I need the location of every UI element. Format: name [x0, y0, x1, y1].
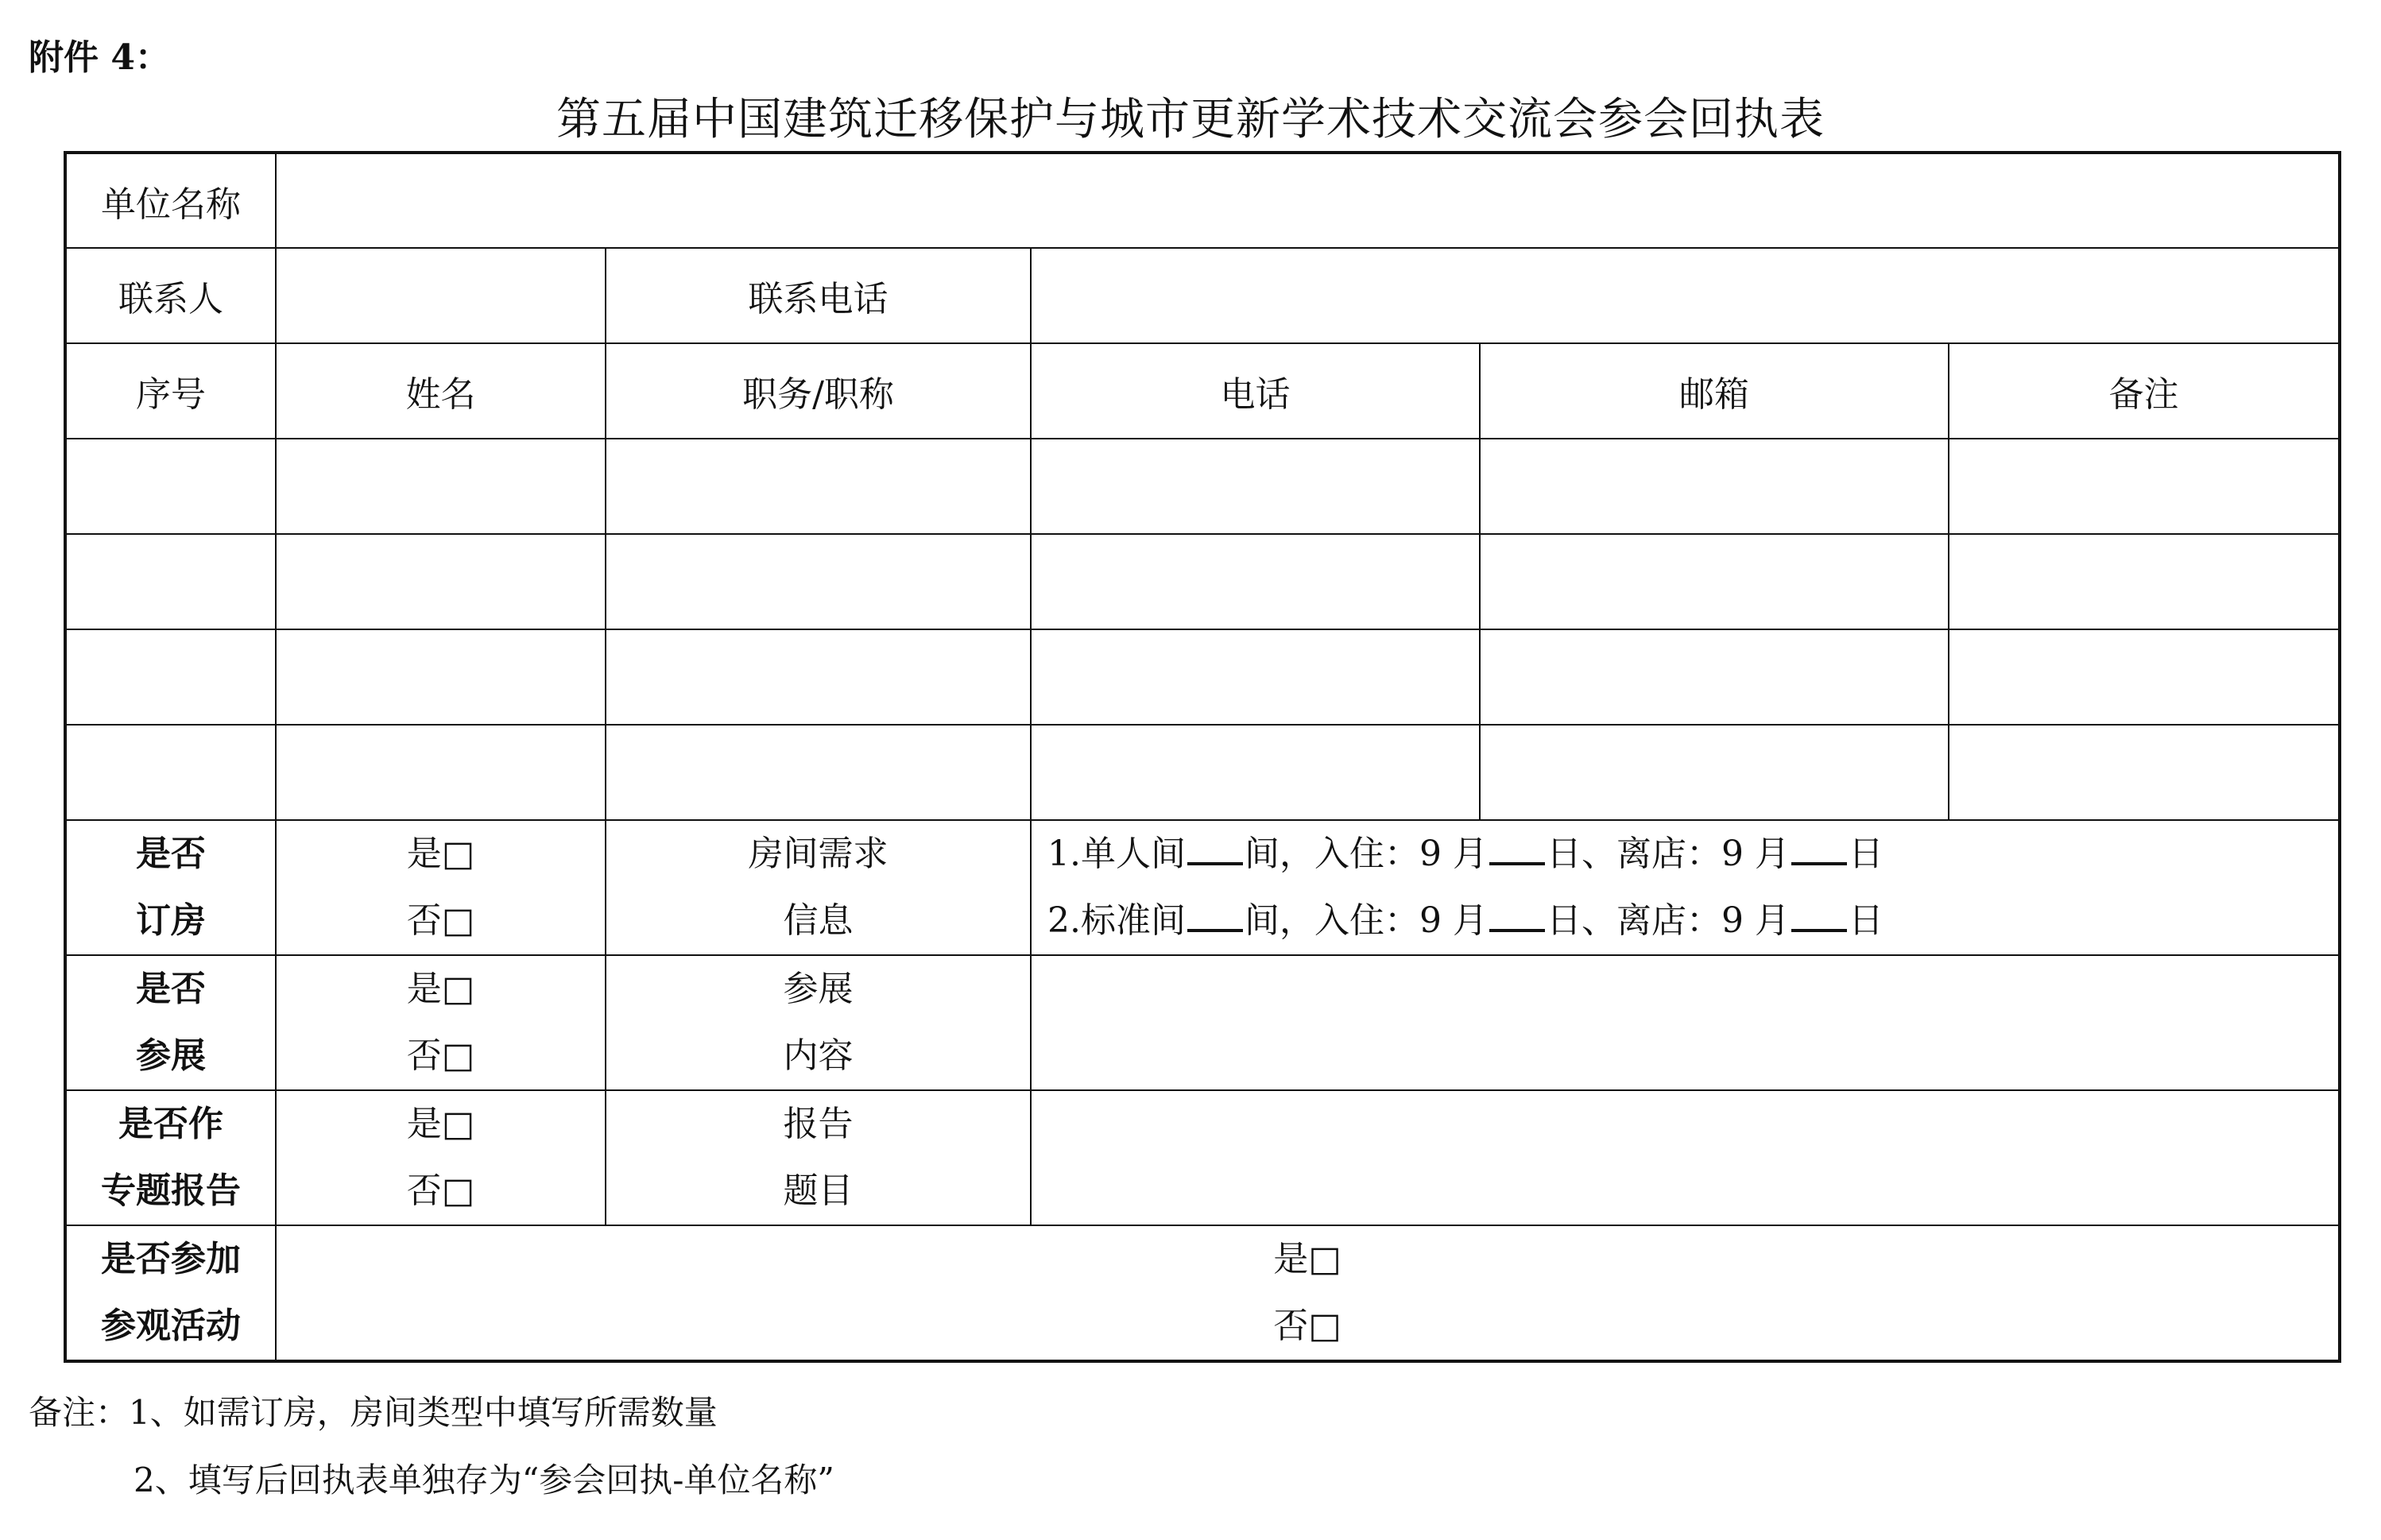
visit-row: [65, 1225, 2340, 1361]
single-room-day-label: 日: [1848, 834, 1884, 874]
exhibit-label: [65, 955, 276, 1090]
standard-room-day-label: 日: [1848, 900, 1884, 941]
report-info-line2: 题目: [783, 1170, 854, 1211]
header-index: 序号: [65, 343, 276, 439]
cell-email[interactable]: [1480, 629, 1949, 725]
cell-name[interactable]: [276, 439, 606, 534]
report-label-line2: 专题报告: [101, 1170, 241, 1211]
registration-form-table: [64, 151, 2341, 1363]
exhibit-no-checkbox[interactable]: 否□: [406, 1035, 475, 1076]
report-yes-checkbox[interactable]: 是□: [406, 1104, 475, 1144]
standard-room-checkout-field[interactable]: [1791, 897, 1847, 932]
cell-title[interactable]: [606, 725, 1031, 820]
booking-info-line2: 信息: [783, 900, 854, 941]
report-label-line1: 是否作: [118, 1104, 223, 1144]
booking-choice: [276, 820, 606, 955]
cell-index[interactable]: [65, 439, 276, 534]
table-row: [65, 534, 2340, 629]
cell-name[interactable]: [276, 629, 606, 725]
report-choice: [276, 1090, 606, 1225]
exhibit-choice: [276, 955, 606, 1090]
header-title: 职务/职称: [606, 343, 1031, 439]
table-row: [65, 629, 2340, 725]
cell-phone[interactable]: [1031, 534, 1480, 629]
exhibit-label-line1: 是否: [136, 969, 206, 1009]
cell-phone[interactable]: [1031, 439, 1480, 534]
form-title: 第五届中国建筑迁移保护与城市更新学术技术交流会参会回执表: [556, 94, 1825, 145]
cell-remark[interactable]: [1949, 439, 2340, 534]
report-row: [65, 1090, 2340, 1225]
standard-room-count-field[interactable]: [1187, 897, 1243, 932]
contact-person-field[interactable]: [276, 248, 606, 343]
cell-phone[interactable]: [1031, 725, 1480, 820]
exhibit-label-line2: 参展: [136, 1035, 206, 1076]
exhibit-info-line1: 参展: [783, 969, 854, 1009]
cell-title[interactable]: [606, 629, 1031, 725]
cell-index[interactable]: [65, 534, 276, 629]
visit-label: [65, 1225, 276, 1361]
exhibit-info-label: [606, 955, 1031, 1090]
contact-phone-field[interactable]: [1031, 248, 2340, 343]
booking-detail: [1031, 820, 2340, 955]
unit-name-field[interactable]: [276, 153, 2340, 248]
booking-label-line1: 是否: [136, 834, 206, 874]
cell-remark[interactable]: [1949, 629, 2340, 725]
standard-room-label: 2.标准间: [1047, 900, 1186, 941]
single-room-checkout-label: 日、离店：9 月: [1546, 834, 1790, 874]
exhibit-yes-checkbox[interactable]: 是□: [406, 969, 475, 1009]
booking-info-line1: 房间需求: [748, 834, 889, 874]
visit-label-line2: 参观活动: [101, 1306, 241, 1346]
unit-name-label: 单位名称: [65, 153, 276, 248]
header-name: 姓名: [276, 343, 606, 439]
exhibit-content-field[interactable]: [1031, 955, 2340, 1090]
header-remark: 备注: [1949, 343, 2340, 439]
report-label: [65, 1090, 276, 1225]
booking-yes-checkbox[interactable]: 是□: [406, 834, 475, 874]
single-room-checkout-field[interactable]: [1791, 830, 1847, 865]
booking-label: [65, 820, 276, 955]
exhibit-row: [65, 955, 2340, 1090]
header-row: [65, 343, 2340, 439]
cell-name[interactable]: [276, 725, 606, 820]
report-no-checkbox[interactable]: 否□: [406, 1170, 475, 1211]
cell-email[interactable]: [1480, 534, 1949, 629]
cell-email[interactable]: [1480, 725, 1949, 820]
cell-index[interactable]: [65, 629, 276, 725]
visit-yes-checkbox[interactable]: 是□: [1273, 1239, 1341, 1279]
single-room-line: [1047, 821, 2338, 888]
note-line-2: 2、填写后回执表单独存为“参会回执-单位名称”: [134, 1461, 834, 1499]
header-email: 邮箱: [1480, 343, 1949, 439]
visit-label-line1: 是否参加: [101, 1239, 241, 1279]
cell-title[interactable]: [606, 439, 1031, 534]
table-row: [65, 725, 2340, 820]
cell-email[interactable]: [1480, 439, 1949, 534]
visit-no-checkbox[interactable]: 否□: [1273, 1306, 1341, 1346]
single-room-label: 1.单人间: [1047, 834, 1186, 874]
standard-room-checkin-field[interactable]: [1489, 897, 1545, 932]
cell-title[interactable]: [606, 534, 1031, 629]
contact-row: [65, 248, 2340, 343]
exhibit-info-line2: 内容: [783, 1035, 854, 1076]
cell-phone[interactable]: [1031, 629, 1480, 725]
unit-name-row: [65, 153, 2340, 248]
cell-remark[interactable]: [1949, 725, 2340, 820]
visit-choice: [276, 1225, 2340, 1361]
booking-row: [65, 820, 2340, 955]
single-room-checkin-field[interactable]: [1489, 830, 1545, 865]
standard-room-line: [1047, 888, 2338, 954]
contact-person-label: 联系人: [65, 248, 276, 343]
report-info-line1: 报告: [783, 1104, 854, 1144]
note-line-1: 备注：1、如需订房，房间类型中填写所需数量: [29, 1393, 718, 1432]
contact-phone-label: 联系电话: [606, 248, 1031, 343]
cell-index[interactable]: [65, 725, 276, 820]
report-topic-field[interactable]: [1031, 1090, 2340, 1225]
booking-no-checkbox[interactable]: 否□: [406, 900, 475, 941]
single-room-count-field[interactable]: [1187, 830, 1243, 865]
booking-label-line2: 订房: [136, 900, 206, 941]
standard-room-checkout-label: 日、离店：9 月: [1546, 900, 1790, 941]
header-phone: 电话: [1031, 343, 1480, 439]
booking-info-label: [606, 820, 1031, 955]
cell-remark[interactable]: [1949, 534, 2340, 629]
single-room-checkin-label: 间，入住：9 月: [1244, 834, 1488, 874]
attachment-label: 附件 4：: [29, 37, 170, 78]
standard-room-checkin-label: 间，入住：9 月: [1244, 900, 1488, 941]
report-info-label: [606, 1090, 1031, 1225]
table-row: [65, 439, 2340, 534]
cell-name[interactable]: [276, 534, 606, 629]
